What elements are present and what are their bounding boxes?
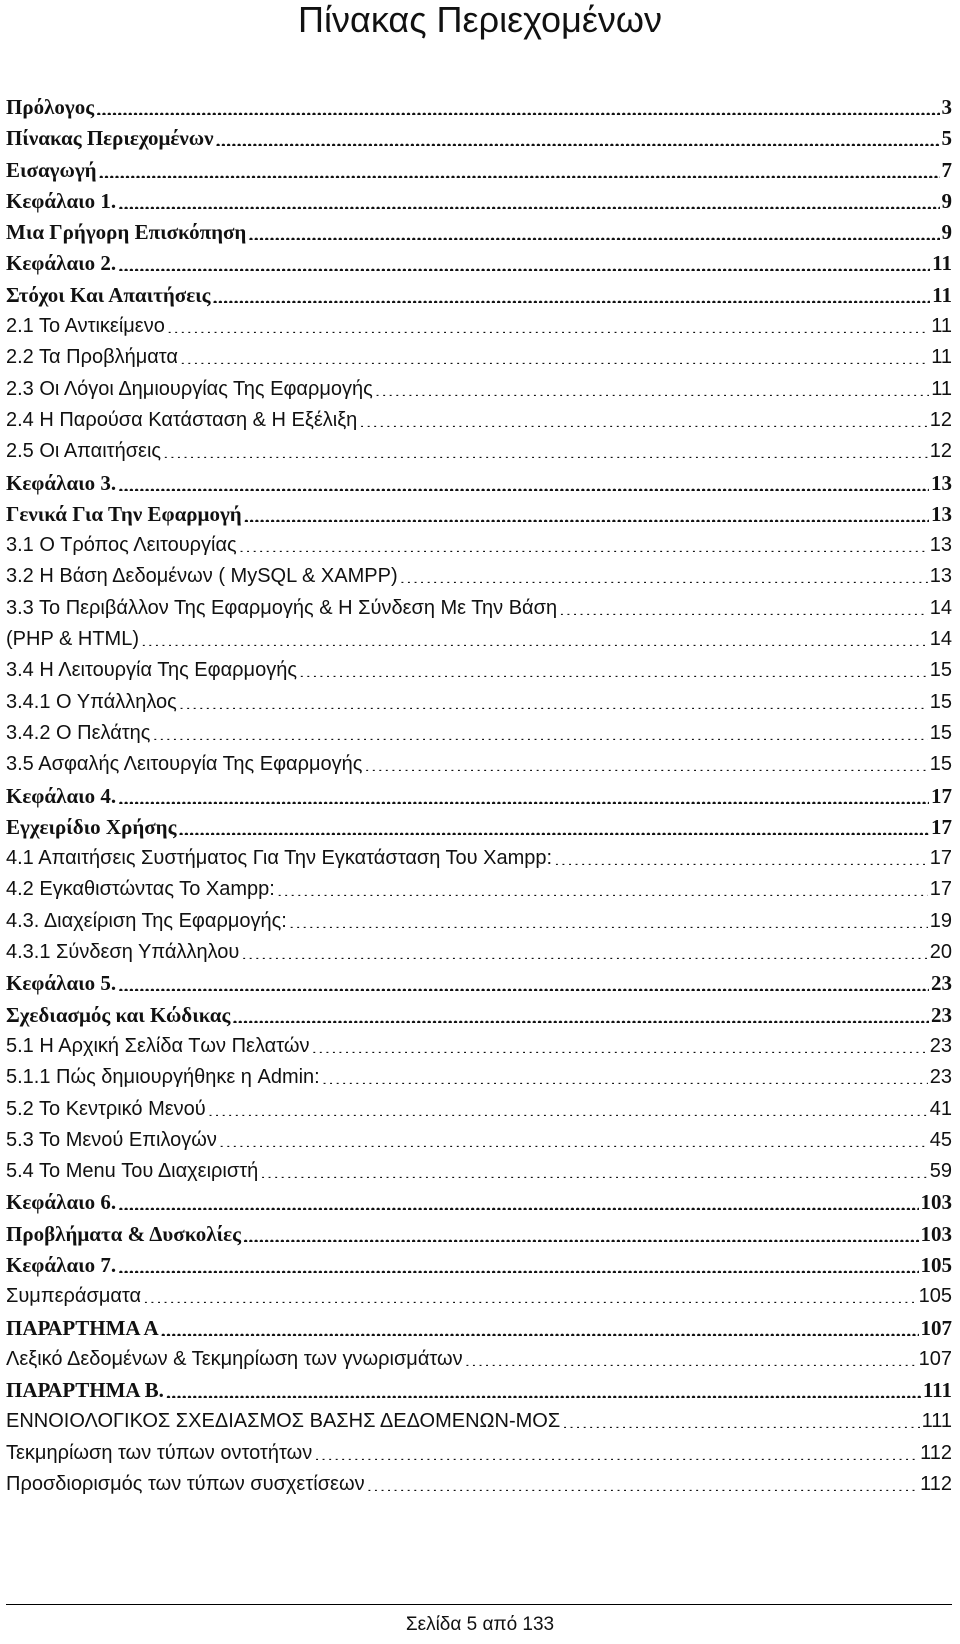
toc-entry-page-number: 105 [918,1285,952,1308]
dot-leader [118,470,929,491]
toc-entry-label: Εγχειρίδιο Χρήσης [6,814,177,839]
toc-entry[interactable] [6,1094,952,1125]
toc-entry-label: 2.1 Το Αντικείμενο [6,315,165,338]
dot-leader [96,94,939,115]
dot-leader [161,1315,919,1336]
toc-entry-label: 3.4 Η Λειτουργία Της Εφαρμογής [6,659,297,682]
toc-entry[interactable] [6,1156,952,1187]
toc-entry-page-number: 103 [920,1221,952,1246]
toc-entry-page-number: 13 [931,501,952,526]
toc-entry-page-number: 14 [929,596,952,619]
dot-leader [208,1096,928,1116]
toc-entry-page-number: 112 [920,1441,952,1464]
dot-leader [289,908,928,928]
toc-entry[interactable] [6,405,952,436]
toc-entry-page-number: 111 [921,1410,952,1433]
dot-leader [166,1377,921,1398]
toc-entry[interactable] [6,624,952,655]
dot-leader [163,438,928,458]
toc-entry-label: Σχεδιασμός και Κώδικας [6,1002,231,1027]
toc-entry-page-number: 23 [931,1002,952,1027]
toc-entry-page-number: 9 [941,220,952,245]
toc-entry-label: Κεφάλαιο 6. [6,1190,117,1215]
toc-entry-page-number: 11 [931,346,952,369]
dot-leader [314,1440,918,1460]
dot-leader [118,970,929,991]
toc-entry[interactable] [6,1000,952,1031]
dot-leader [367,1471,919,1491]
dot-leader [178,814,929,835]
toc-entry-label: Κεφάλαιο 7. [6,1252,117,1277]
dot-leader [167,313,929,333]
dot-leader [244,501,929,522]
toc-entry-label: 5.2 Το Κεντρικό Μενού [6,1097,206,1120]
toc-entry-label: Εισαγωγή [6,157,97,182]
toc-entry-label: Στόχοι Και Απαιτήσεις [6,282,211,307]
toc-entry-page-number: 3 [941,95,952,119]
toc-entry[interactable] [6,1187,952,1218]
table-of-contents [6,92,952,1500]
toc-entry[interactable] [6,92,952,123]
toc-entry-page-number: 15 [929,690,952,713]
footer-divider [6,1604,952,1605]
toc-entry[interactable] [6,1062,952,1093]
dot-leader [215,125,939,146]
toc-entry-page-number: 20 [929,941,952,964]
toc-entry[interactable] [6,1313,952,1344]
toc-entry-label: Προβλήματα & Δυσκολίες [6,1221,241,1246]
toc-entry-page-number: 17 [929,878,952,901]
toc-entry[interactable] [6,1406,952,1437]
dot-leader [241,939,927,959]
toc-entry-label: Λεξικό Δεδομένων & Τεκμηρίωση των γνωρισμάτων [6,1347,463,1370]
toc-entry-page-number: 45 [929,1128,952,1151]
toc-entry-label: 5.3 Το Μενού Επιλογών [6,1128,217,1151]
dot-leader [143,1283,917,1303]
toc-entry-page-number: 15 [929,659,952,682]
toc-entry-label: Τεκμηρίωση των τύπων οντοτήτων [6,1441,313,1464]
toc-entry[interactable] [6,593,952,624]
toc-entry-page-number: 15 [929,753,952,776]
toc-entry[interactable] [6,687,952,718]
toc-entry-page-number: 11 [932,282,952,307]
toc-entry-page-number: 17 [929,847,952,870]
toc-entry-label: Μια Γρήγορη Επισκόπηση [6,220,247,245]
toc-entry-label: 3.3 Το Περιβάλλον Της Εφαρμογής & Η Σύνδεση Με Την Βάση [6,596,558,619]
toc-entry[interactable] [6,812,952,843]
toc-entry-label: 2.3 Οι Λόγοι Δημιουργίας Της Εφαρμογής [6,377,373,400]
toc-entry[interactable] [6,843,952,874]
toc-entry-page-number: 112 [920,1473,952,1496]
toc-entry-label: 3.4.2 Ο Πελάτης [6,721,151,744]
toc-entry-page-number: 23 [931,971,952,996]
toc-entry[interactable] [6,342,952,373]
toc-entry-label: ΕΝΝΟΙΟΛΟΓΙΚΟΣ ΣΧΕΔΙΑΣΜΟΣ ΒΑΣΗΣ ΔΕΔΟΜΕΝΩΝ-ΜΟΣ [6,1410,561,1433]
dot-leader [118,1252,918,1273]
toc-entry-page-number: 12 [929,440,952,463]
dot-leader [277,876,928,896]
toc-entry-page-number: 111 [922,1378,952,1403]
toc-entry[interactable] [6,1375,952,1406]
dot-leader [248,219,939,240]
toc-entry[interactable] [6,561,952,592]
toc-entry-page-number: 17 [931,814,952,839]
dot-leader [243,1221,919,1242]
toc-entry[interactable] [6,968,952,999]
toc-entry[interactable] [6,499,952,530]
toc-entry-page-number: 59 [929,1160,952,1183]
toc-entry[interactable] [6,186,952,217]
toc-entry-label: ΠΑΡΑΡΤΗΜΑ Β. [6,1378,164,1403]
toc-entry-label: 3.2 Η Βάση Δεδομένων ( MySQL & XAMPP) [6,565,398,588]
toc-entry-page-number: 41 [929,1097,952,1120]
dot-leader [364,751,927,771]
toc-entry-label: Προσδιορισμός των τύπων συσχετίσεων [6,1473,365,1496]
dot-leader [465,1346,917,1366]
toc-entry[interactable] [6,906,952,937]
toc-entry-label: Πίνακας Περιεχομένων [6,126,214,151]
dot-leader [118,250,930,271]
toc-entry[interactable] [6,1344,952,1375]
toc-entry-page-number: 11 [931,377,952,400]
dot-leader [322,1064,928,1084]
toc-entry-page-number: 13 [931,470,952,495]
toc-entry-page-number: 13 [929,534,952,557]
toc-entry-label: Κεφάλαιο 4. [6,783,117,808]
toc-entry-page-number: 11 [932,251,952,276]
toc-entry[interactable] [6,781,952,812]
toc-entry-label: 2.4 Η Παρούσα Κατάσταση & Η Εξέλιξη [6,408,358,431]
dot-leader [562,1408,919,1428]
toc-entry-label: 4.3.1 Σύνδεση Υπάλληλου [6,941,240,964]
toc-entry-page-number: 15 [929,721,952,744]
toc-entry[interactable] [6,530,952,561]
toc-entry[interactable] [6,468,952,499]
toc-entry-page-number: 12 [929,408,952,431]
toc-entry-page-number: 13 [929,565,952,588]
toc-entry[interactable] [6,123,952,154]
toc-entry-label: 4.2 Εγκαθιστώντας Το Xampp: [6,878,275,901]
toc-entry[interactable] [6,749,952,780]
toc-entry-label: Κεφάλαιο 1. [6,188,117,213]
toc-entry-label: 2.2 Τα Προβλήματα [6,346,178,369]
toc-entry[interactable] [6,718,952,749]
toc-entry-page-number: 17 [931,783,952,808]
toc-entry[interactable] [6,374,952,405]
toc-entry[interactable] [6,311,952,342]
toc-entry-page-number: 14 [929,628,952,651]
toc-entry[interactable] [6,1250,952,1281]
toc-entry[interactable] [6,1469,952,1500]
toc-entry-label: 5.4 Το Menu Του Διαχειριστή [6,1160,259,1183]
toc-entry-label: Κεφάλαιο 2. [6,251,117,276]
toc-entry[interactable] [6,280,952,311]
toc-entry-label: Συμπεράσματα [6,1285,142,1308]
dot-leader [118,783,929,804]
toc-entry[interactable] [6,1125,952,1156]
toc-entry[interactable] [6,874,952,905]
toc-entry-page-number: 103 [920,1190,952,1215]
dot-leader [311,1033,927,1053]
toc-entry-label: Κεφάλαιο 5. [6,971,117,996]
dot-leader [219,1127,928,1147]
toc-entry-label: Πρόλογος [6,95,95,119]
toc-entry-page-number: 23 [929,1066,952,1089]
dot-leader [359,407,927,427]
toc-entry-label: 5.1.1 Πώς δημιουργήθηκε η Admin: [6,1066,320,1089]
toc-entry-page-number: 11 [931,315,952,338]
toc-entry-label: ΠΑΡΑΡΤΗΜΑ Α [6,1315,159,1340]
toc-entry-label: Γενικά Για Την Εφαρμογή [6,501,242,526]
toc-entry[interactable] [6,1219,952,1250]
toc-entry-page-number: 7 [941,157,952,182]
dot-leader [152,720,927,740]
toc-entry[interactable] [6,248,952,279]
dot-leader [260,1158,928,1178]
toc-entry[interactable] [6,655,952,686]
dot-leader [180,344,929,364]
toc-entry[interactable] [6,1281,952,1312]
toc-entry[interactable] [6,937,952,968]
toc-entry[interactable] [6,1438,952,1469]
dot-leader [559,595,928,615]
toc-entry-label: 2.5 Οι Απαιτήσεις [6,440,162,463]
toc-entry-page-number: 105 [920,1252,952,1277]
toc-entry-page-number: 5 [941,126,952,151]
dot-leader [99,157,940,178]
dot-leader [118,1189,918,1210]
toc-entry-label: 3.5 Ασφαλής Λειτουργία Της Εφαρμογής [6,753,363,776]
toc-entry[interactable] [6,436,952,467]
toc-entry-label: (PHP & HTML) [6,628,139,651]
dot-leader [179,689,928,709]
dot-leader [554,845,928,865]
toc-entry-page-number: 9 [941,188,952,213]
toc-entry-page-number: 19 [929,909,952,932]
toc-entry-page-number: 107 [920,1315,952,1340]
toc-entry-page-number: 23 [929,1034,952,1057]
dot-leader [375,376,929,396]
toc-entry-label: 3.4.1 Ο Υπάλληλος [6,690,177,713]
dot-leader [118,188,939,209]
page-title: Πίνακας Περιεχομένων [298,0,662,40]
toc-entry-label: 3.1 Ο Τρόπος Λειτουργίας [6,534,237,557]
dot-leader [213,282,931,303]
toc-entry-label: 5.1 Η Αρχική Σελίδα Των Πελατών [6,1034,310,1057]
dot-leader [141,626,928,646]
dot-leader [239,532,928,552]
toc-entry[interactable] [6,155,952,186]
toc-entry[interactable] [6,217,952,248]
toc-entry-label: 4.1 Απαιτήσεις Συστήματος Για Την Εγκατάσταση Του Xampp: [6,847,553,870]
toc-entry[interactable] [6,1031,952,1062]
toc-entry-label: 4.3. Διαχείριση Της Εφαρμογής: [6,909,287,932]
toc-entry-page-number: 107 [918,1347,952,1370]
toc-entry-label: Κεφάλαιο 3. [6,470,117,495]
dot-leader [232,1002,929,1023]
dot-leader [299,657,928,677]
page-footer: Σελίδα 5 από 133 [405,1614,555,1635]
dot-leader [400,563,928,583]
